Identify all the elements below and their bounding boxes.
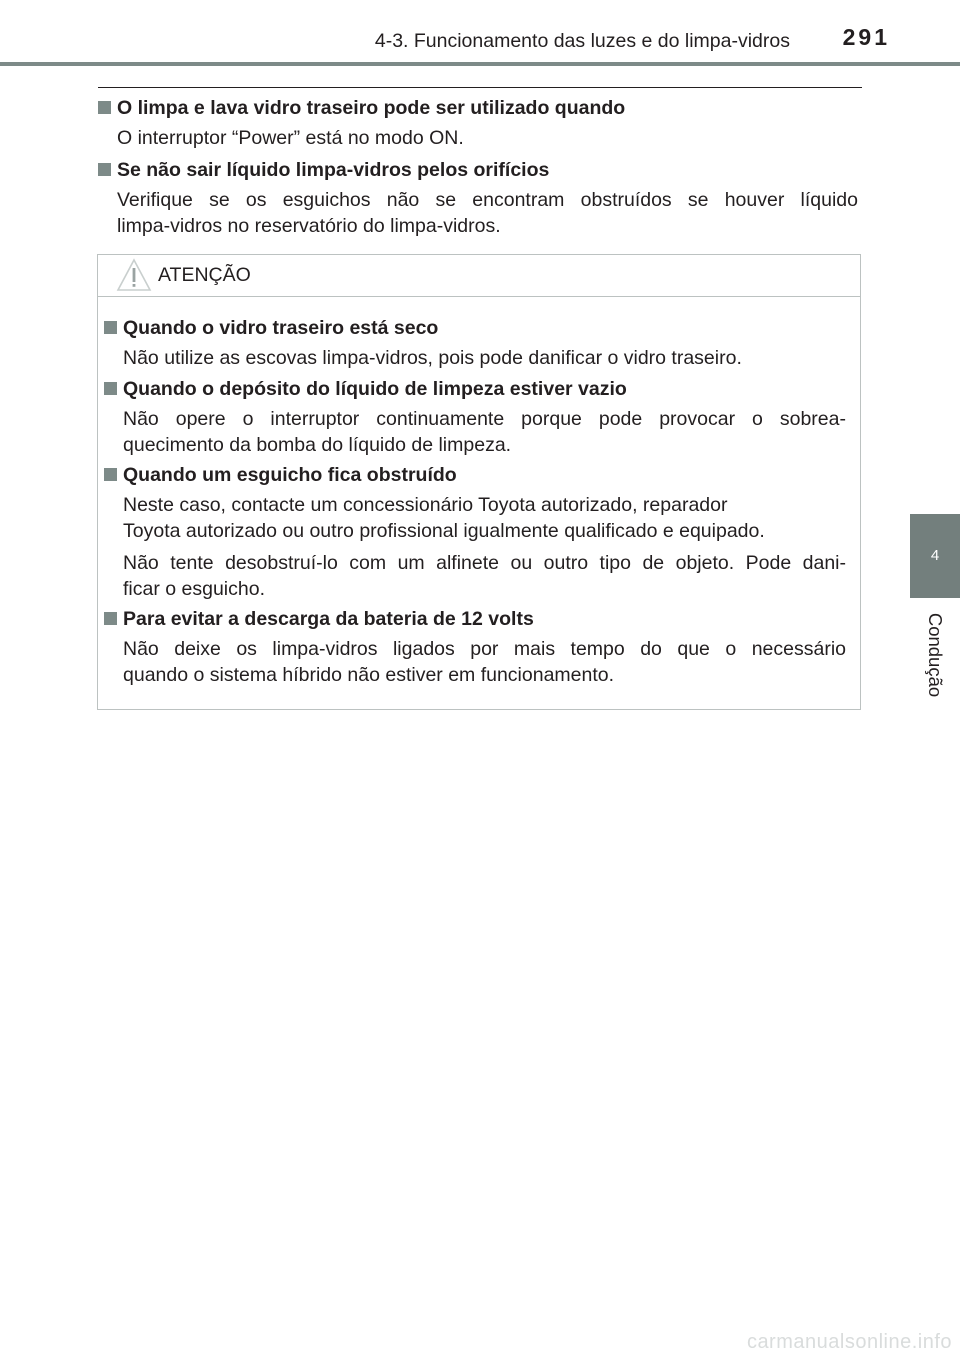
page-number: 291 — [842, 24, 890, 50]
notice-item — [104, 462, 846, 602]
notice-item-heading: Quando o depósito do líquido de limpeza estiver vazio — [104, 376, 846, 402]
body-line: Neste caso, contacte um concessionário Toyota autorizado, reparador — [123, 494, 728, 516]
notice-item-heading: Quando o vidro traseiro está seco — [104, 315, 846, 341]
square-bullet-icon — [104, 612, 117, 625]
square-bullet-icon — [104, 321, 117, 334]
notice-item — [104, 376, 846, 458]
notice-item-body — [104, 406, 846, 458]
square-bullet-icon — [98, 101, 111, 114]
warning-triangle-icon — [116, 258, 152, 292]
section-body — [98, 187, 858, 239]
square-bullet-icon — [98, 163, 111, 176]
body-line: quando o sistema híbrido não estiver em funcionamento. — [123, 664, 615, 686]
notice-item-body — [104, 345, 846, 371]
warning-notice — [97, 254, 861, 710]
body-line: Não tente desobstruí-lo com um alfinete ou outro tipo de objeto. Pode dani- — [123, 552, 846, 574]
section-body — [98, 125, 858, 151]
chapter-label: Condução — [925, 612, 946, 698]
notice-item-heading: Para evitar a descarga da bateria de 12 volts — [104, 606, 846, 632]
section-heading: O limpa e lava vidro traseiro pode ser utilizado quando — [98, 95, 858, 121]
body-line: quecimento da bomba do líquido de limpeza. — [123, 434, 512, 456]
section-divider — [98, 87, 862, 88]
notice-title: ATENÇÃO — [158, 264, 251, 286]
body-line: limpa-vidros no reservatório do limpa-vidros. — [117, 215, 501, 237]
info-section — [98, 157, 858, 239]
notice-item — [104, 315, 846, 371]
square-bullet-icon — [104, 382, 117, 395]
square-bullet-icon — [104, 468, 117, 481]
body-line: Não opere o interruptor continuamente porque pode provocar o sobrea- — [123, 408, 846, 430]
body-line: Não deixe os limpa-vidros ligados por mais tempo do que o necessário — [123, 638, 846, 660]
watermark: carmanualsonline.info — [746, 1331, 952, 1353]
notice-header — [98, 255, 860, 297]
body-line: Verifique se os esguichos não se encontram obstruídos se houver líquido — [117, 189, 858, 211]
header-title: 4-3. Funcionamento das luzes e do limpa-vidros — [374, 30, 790, 52]
page-header — [0, 0, 960, 70]
info-section — [98, 95, 858, 151]
notice-item-body — [104, 636, 846, 688]
body-line: Não utilize as escovas limpa-vidros, pois pode danificar o vidro traseiro. — [123, 347, 742, 369]
body-line: Toyota autorizado ou outro profissional igualmente qualificado e equipado. — [123, 520, 765, 542]
notice-item-body — [104, 492, 846, 602]
chapter-tab: 4 — [910, 514, 960, 598]
notice-item — [104, 606, 846, 688]
section-heading: Se não sair líquido limpa-vidros pelos orifícios — [98, 157, 858, 183]
body-line: O interruptor “Power” está no modo ON. — [117, 127, 464, 149]
body-line: ficar o esguicho. — [123, 578, 265, 600]
header-rule — [0, 62, 960, 66]
notice-item-heading: Quando um esguicho fica obstruído — [104, 462, 846, 488]
